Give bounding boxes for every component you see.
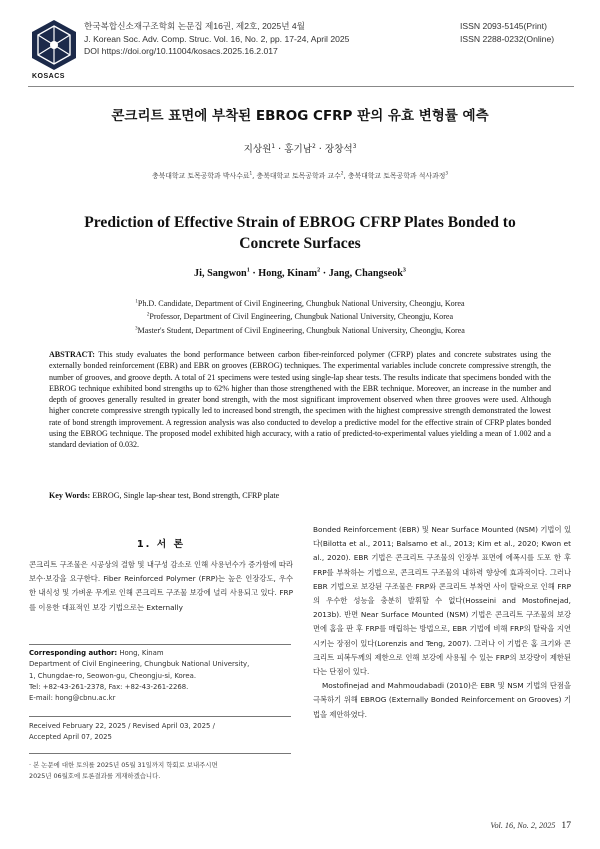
- corr-name: Hong, Kinam: [119, 649, 164, 657]
- english-affiliations: [0, 297, 600, 337]
- en-affil-1: $^1$Ph.D. Candidate, Department of Civil Engineering, Chungbuk National University, Cheongju, Korea: [135, 299, 465, 308]
- en-author-2: Hong, Kinam: [258, 268, 318, 279]
- ko-author-2: 홍기남: [284, 144, 313, 155]
- logo-text: KOSACS: [32, 73, 65, 80]
- ko-author-3: 장창석: [324, 144, 353, 155]
- journal-citation: [84, 20, 349, 58]
- abstract-text: This study evaluates the bond performance between carbon fiber-reinforced polymer (CFRP) plates and concrete substrates using the externally bonded reinforcement (EBR) and EBR on grooves (EBROG) techniques. The experimental variables include concrete compressive strength, the number of grooves, and groove depth. A total of 21 specimens were tested using single-lap shear tests. The results indicate that specimens bonded with the EBROG technique exhibited bond strengths up to 62% higher than those strengthened with the EBR technique. Moreover, an increase in the number and depth of grooves generally resulted in greater bond strength, with the most significant improvement observed when three grooves were used. Although higher concrete compressive strength typically led to increased bond strength, the specimen with the highest compressive strength demonstrated the lowest rate of bond strength improvement. A regression analysis was also conducted to develop a predictive model for the effective strain of CFRP plates bonded using the EBROG technique. The proposed model exhibited high accuracy, with a ratio of predicted-to-experimental values yielding a mean of 1.002 and a standard deviation of 0.032.: [49, 350, 551, 450]
- korean-title: 콘크리트 표면에 부착된 EBROG CFRP 판의 유효 변형률 예측: [111, 108, 489, 124]
- footer-volume: Vol. 16, No. 2, 2025: [490, 821, 556, 830]
- en-affil-3: $^3$Master's Student, Department of Civil Engineering, Chungbuk National University, Cheongju, Korea: [135, 325, 465, 335]
- body-column-right: [313, 523, 571, 722]
- abstract-label: ABSTRACT:: [49, 350, 95, 359]
- keywords-text: EBROG, Single lap-shear test, Bond strength, CFRP plate: [92, 491, 280, 500]
- header-divider: [28, 86, 574, 87]
- intro-paragraph-right-1: Bonded Reinforcement (EBR) 및 Near Surface Mounted (NSM) 기법이 있다(Bilotta et al., 2011; Balsamo et al., 2013; Kim et al., 2020; Kwon et al., 2020). EBR 기법은 콘크리트 구조물의 인장부 표면에 에폭시를 도포 한 후 FRP를 부착하는 기법으로, 콘크리트 구조물의 내하력 향상에 효과적이다. 그러나 EBR 기법으로 보강된 구조물은 FRP와 콘크리트 부착면 사이 탈락으로 인해 FRP의 우수한 성능을 충분히 발휘할 수 없다(Hosseini and Mostofinejad, 2013b). 반면 Near Surface Mounted (NSM) 기법은 콘크리트 구조물의 보강면에 홈을 판 후 FRP를 매립하는 방법으로, EBR 기법에 비해 FRP의 탈락을 지연시키는 장점이 있다(Lorenzis and Teng, 2007). 그러나 이 기법은 홈 크기와 콘크리트 피복두께의 제한으로 인해 보강에 사용될 수 있는 FRP의 보강량이 제한된다는 단점이 있다.: [313, 525, 571, 677]
- intro-paragraph-right-2: Mostofinejad and Mahmoudabadi (2010)은 EBR 및 NSM 기법의 단점을 극복하기 위해 EBROG (Externally Bonded Reinforcement on Grooves) 기법을 제안하였다.: [313, 681, 571, 719]
- page-footer: [490, 820, 571, 831]
- issn-print: ISSN 2093-5145(Print): [460, 21, 547, 31]
- journal-header: [28, 18, 574, 84]
- received-dates: Received February 22, 2025 / Revised April 03, 2025 / Accepted April 07, 2025: [29, 716, 291, 744]
- kosacs-logo: [28, 18, 80, 84]
- journal-en: J. Korean Soc. Adv. Comp. Struc. Vol. 16, No. 2, pp. 17-24, April 2025: [84, 33, 350, 44]
- doi-link[interactable]: DOI https://doi.org/10.11004/kosacs.2025.16.2.017: [84, 46, 278, 56]
- intro-paragraph-left: 콘크리트 구조물은 시공상의 결함 및 내구성 감소로 인해 사용년수가 증가함에 따라 보수·보강을 요구한다. Fiber Reinforced Polymer (FRP)는 높은 인장강도, 우수한 내식성 및 가벼운 무게로 인해 콘크리트 구조물 보강에 널리 사용되고 있다. FRP를 이용한 대표적인 보강 기법으로는 Externally: [29, 560, 293, 612]
- page-number: 17: [561, 820, 571, 831]
- english-title: Prediction of Effective Strain of EBROG CFRP Plates Bonded to Concrete Surfaces: [84, 214, 516, 252]
- en-affil-2: $^2$Professor, Department of Civil Engineering, Chungbuk National University, Cheongju, Korea: [146, 312, 454, 322]
- ko-author-1: 지상원: [243, 144, 272, 155]
- hexagon-logo-icon: [28, 18, 80, 72]
- korean-affiliations: 충북대학교 토목공학과 박사수료$^1$, 충북대학교 토목공학과 교수$^2$, 충북대학교 토목공학과 석사과정$^3$: [151, 170, 449, 180]
- corr-email[interactable]: E-mail: hong@cbnu.ac.kr: [29, 694, 116, 703]
- en-author-3: Jang, Changseok: [328, 268, 403, 279]
- body-column-left: [29, 525, 293, 615]
- corr-label: Corresponding author:: [29, 649, 118, 657]
- korean-authors: 지상원$^1$ · 홍기남$^2$ · 장창석$^3$: [243, 143, 357, 155]
- journal-ko: 한국복합신소재구조학회 논문집 제16권, 제2호, 2025년 4월: [84, 21, 305, 31]
- abstract: [49, 349, 551, 451]
- english-authors: Ji, Sangwon$^1$ · Hong, Kinam$^2$ · Jang, Changseok$^3$: [194, 267, 406, 279]
- corresponding-author-box: Corresponding author: Hong, Kinam Department of Civil Engineering, Chungbuk National University, 1, Chungdae-ro, Seowon-gu, Cheongju-si, Korea. Tel: +82-43-261-2378, Fax: +82-43-261-2268. E-mail: hong@cbnu.ac.kr: [29, 644, 291, 704]
- keywords-label: Key Words:: [49, 491, 91, 500]
- issn-online: ISSN 2288-0232(Online): [460, 33, 555, 44]
- en-author-1: Ji, Sangwon: [194, 268, 247, 279]
- issn-block: [460, 20, 554, 45]
- discussion-note: · 본 논문에 대한 토의를 2025년 05월 31일까지 학회로 보내주시면 2025년 06월호에 토론결과를 게재하겠습니다.: [29, 753, 291, 783]
- section-heading-introduction: 1. 서 론: [136, 539, 186, 550]
- keywords: [49, 491, 551, 500]
